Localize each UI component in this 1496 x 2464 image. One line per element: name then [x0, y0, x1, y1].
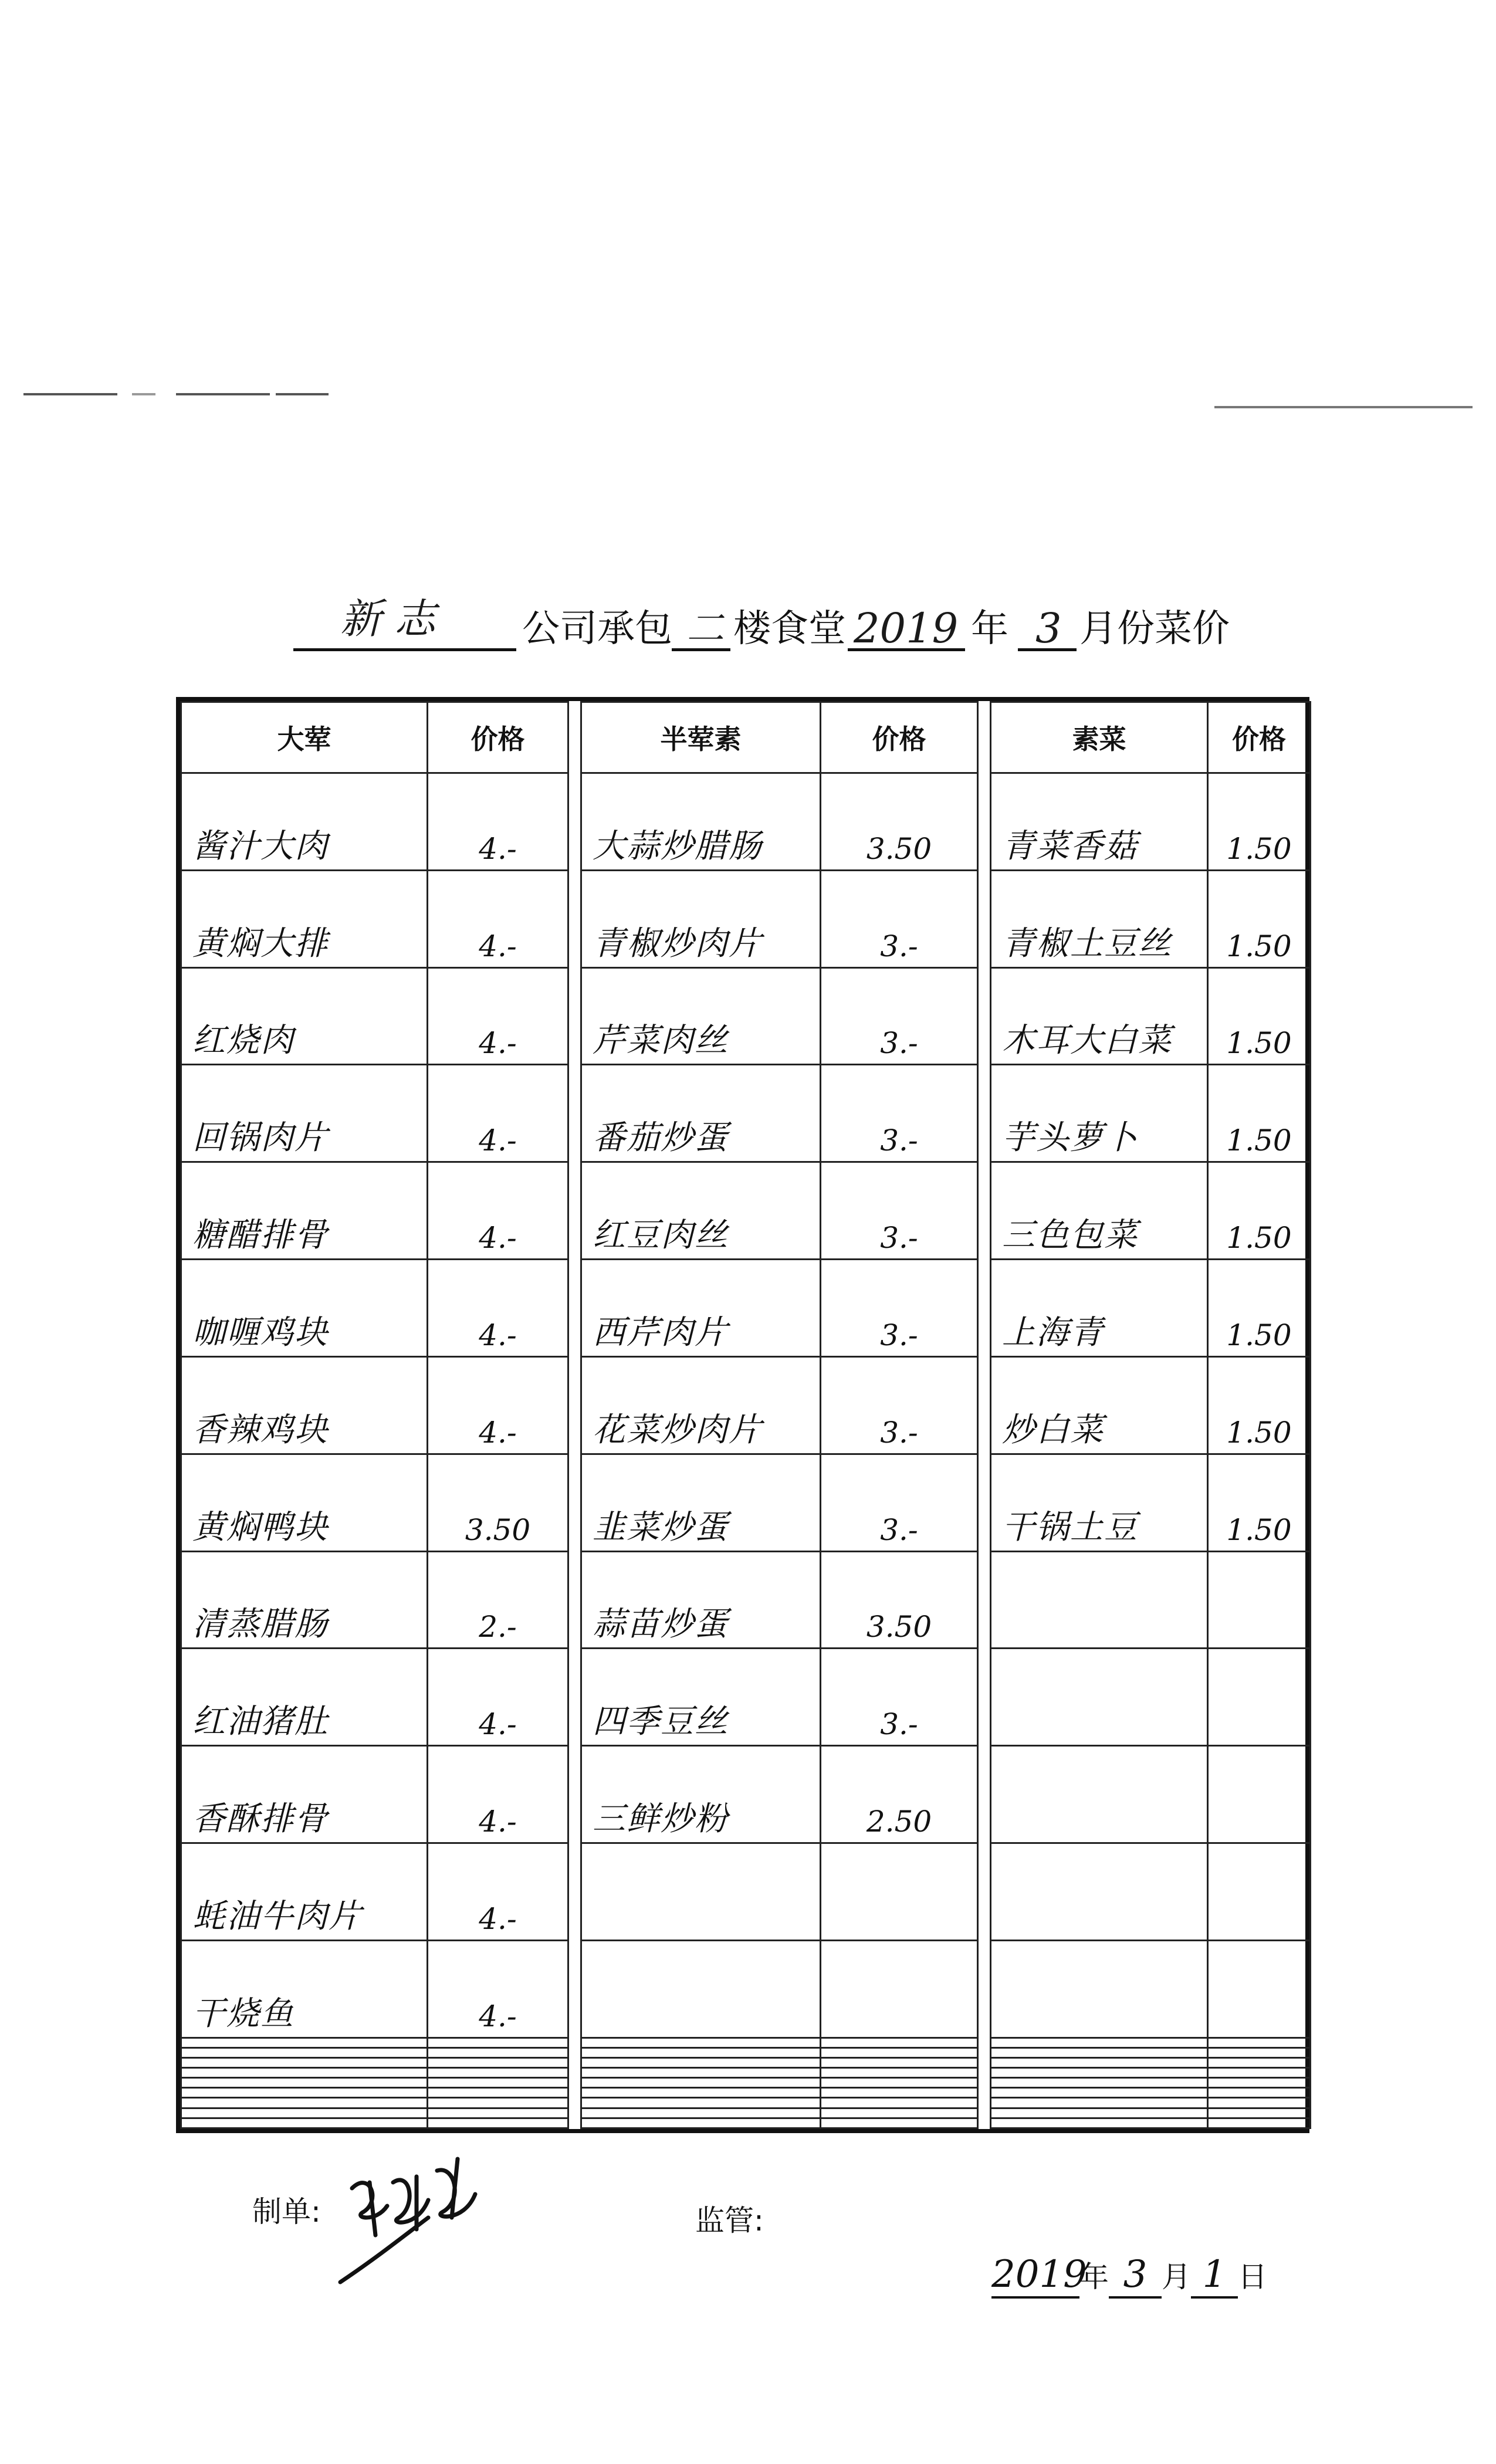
dish-name-cell: [581, 2047, 821, 2057]
dish-name-cell: [181, 2057, 428, 2067]
dish-price-cell: [821, 2118, 978, 2128]
dish-name-cell: 红油猪肚: [181, 1649, 428, 1746]
month-handwritten: 3: [1035, 604, 1062, 652]
dish-name-cell: 芹菜肉丝: [581, 967, 821, 1065]
column-divider: [978, 1162, 991, 1260]
dish-price-cell: 1.50: [1208, 773, 1311, 871]
dish-price-cell: [1208, 2078, 1311, 2088]
dish-name-cell: 糖醋排骨: [181, 1162, 428, 1260]
company-suffix: 公司承包: [522, 607, 672, 651]
dish-name-cell: 香酥排骨: [181, 1746, 428, 1843]
column-divider: [568, 1551, 581, 1649]
dish-price-cell: 4.-: [428, 967, 568, 1065]
dish-name-cell: [991, 2108, 1208, 2118]
dish-price-cell: 1.50: [1208, 967, 1311, 1065]
scan-artifact-line: [1214, 406, 1473, 408]
column-header: 价格: [1208, 702, 1311, 773]
dish-name-cell: [181, 2118, 428, 2128]
dish-price-cell: [821, 2047, 978, 2057]
dish-price-cell: [428, 2118, 568, 2128]
maker-signature: [329, 2147, 505, 2288]
dish-name-cell: [581, 2078, 821, 2088]
dish-name-cell: [991, 2047, 1208, 2057]
dish-price-cell: 4.-: [428, 1162, 568, 1260]
dish-name-cell: [181, 2088, 428, 2098]
dish-name-cell: [181, 2108, 428, 2118]
dish-name-cell: 黄焖鸭块: [181, 1454, 428, 1551]
dish-name-cell: 青椒炒肉片: [581, 870, 821, 967]
year-label: 年: [971, 607, 1008, 651]
table-row: [181, 870, 1311, 967]
dish-name-cell: [581, 2118, 821, 2128]
column-divider: [568, 1356, 581, 1454]
table-row: [181, 2088, 1311, 2098]
dish-name-cell: [991, 1551, 1208, 1649]
column-divider: [568, 1843, 581, 1940]
dish-price-cell: 3.-: [821, 1649, 978, 1746]
dish-name-cell: [181, 2098, 428, 2108]
table-row: [181, 773, 1311, 871]
dish-name-cell: [181, 2078, 428, 2088]
dish-name-cell: 清蒸腊肠: [181, 1551, 428, 1649]
dish-price-cell: 2.-: [428, 1551, 568, 1649]
floor-handwritten: 二: [686, 607, 724, 651]
dish-price-cell: [1208, 2037, 1311, 2047]
table-row: [181, 1065, 1311, 1162]
table-row: [181, 1260, 1311, 1357]
column-divider: [978, 2067, 991, 2077]
scan-artifact-line: [23, 393, 117, 395]
dish-name-cell: 上海青: [991, 1260, 1208, 1357]
company-name-handwritten: 新 志: [340, 595, 436, 643]
column-divider: [978, 1065, 991, 1162]
dish-price-cell: [821, 2067, 978, 2077]
column-divider: [978, 2088, 991, 2098]
column-header: 价格: [821, 702, 978, 773]
dish-price-cell: 3.-: [821, 1162, 978, 1260]
dish-price-cell: [821, 2088, 978, 2098]
dish-name-cell: [991, 2118, 1208, 2128]
table-row: [181, 2067, 1311, 2077]
supervisor-label: 监管:: [695, 2204, 764, 2238]
dish-name-cell: [991, 1746, 1208, 1843]
dish-price-cell: [1208, 1649, 1311, 1746]
column-divider: [978, 2098, 991, 2108]
month-suffix: 月份菜价: [1079, 607, 1230, 651]
dish-price-cell: 1.50: [1208, 1260, 1311, 1357]
dish-name-cell: 三鲜炒粉: [581, 1746, 821, 1843]
column-divider: [568, 967, 581, 1065]
year-handwritten: 2019: [854, 604, 959, 652]
dish-price-cell: 3.50: [428, 1454, 568, 1551]
dish-price-cell: [821, 1940, 978, 2037]
column-divider: [978, 702, 991, 773]
table-row: [181, 1746, 1311, 1843]
dish-price-cell: [1208, 1746, 1311, 1843]
dish-name-cell: [181, 2047, 428, 2057]
dish-name-cell: 蒜苗炒蛋: [581, 1551, 821, 1649]
date-month: 3: [1109, 2253, 1162, 2299]
dish-name-cell: 韭菜炒蛋: [581, 1454, 821, 1551]
column-divider: [978, 870, 991, 967]
dish-name-cell: 番茄炒蛋: [581, 1065, 821, 1162]
dish-price-cell: [1208, 1551, 1311, 1649]
dish-name-cell: 芋头萝卜: [991, 1065, 1208, 1162]
dish-price-cell: [1208, 2047, 1311, 2057]
dish-name-cell: 青椒土豆丝: [991, 870, 1208, 967]
column-divider: [568, 2088, 581, 2098]
dish-name-cell: 三色包菜: [991, 1162, 1208, 1260]
dish-name-cell: 黄焖大排: [181, 870, 428, 967]
date-day-label: 日: [1238, 2260, 1267, 2294]
dish-name-cell: 大蒜炒腊肠: [581, 773, 821, 871]
dish-name-cell: [991, 1843, 1208, 1940]
column-divider: [978, 1649, 991, 1746]
column-divider: [978, 1551, 991, 1649]
dish-price-cell: [428, 2057, 568, 2067]
column-header: 素菜: [991, 702, 1208, 773]
dish-price-cell: 3.-: [821, 1356, 978, 1454]
dish-name-cell: 花菜炒肉片: [581, 1356, 821, 1454]
dish-name-cell: 红烧肉: [181, 967, 428, 1065]
dish-name-cell: [991, 1649, 1208, 1746]
column-divider: [568, 2078, 581, 2088]
dish-price-cell: [1208, 2067, 1311, 2077]
dish-name-cell: [991, 1940, 1208, 2037]
column-divider: [568, 870, 581, 967]
dish-name-cell: [181, 2067, 428, 2077]
dish-price-cell: [1208, 2057, 1311, 2067]
column-divider: [978, 773, 991, 871]
column-divider: [978, 967, 991, 1065]
dish-price-cell: [1208, 2098, 1311, 2108]
table-row: [181, 2108, 1311, 2118]
table-header-row: [181, 702, 1311, 773]
column-divider: [568, 2098, 581, 2108]
dish-name-cell: [991, 2067, 1208, 2077]
table-row: [181, 1940, 1311, 2037]
dish-price-cell: 4.-: [428, 1746, 568, 1843]
dish-price-cell: [1208, 2108, 1311, 2118]
dish-price-cell: 3.-: [821, 1260, 978, 1357]
page-title: [287, 593, 1230, 663]
table-row: [181, 2057, 1311, 2067]
column-divider: [568, 1065, 581, 1162]
dish-name-cell: [991, 2088, 1208, 2098]
dish-price-cell: [428, 2067, 568, 2077]
dish-name-cell: 干烧鱼: [181, 1940, 428, 2037]
dish-name-cell: 西芹肉片: [581, 1260, 821, 1357]
column-divider: [978, 1940, 991, 2037]
column-divider: [568, 1162, 581, 1260]
dish-name-cell: 木耳大白菜: [991, 967, 1208, 1065]
table-row: [181, 1649, 1311, 1746]
dish-price-cell: [428, 2108, 568, 2118]
maker-label: 制单:: [252, 2195, 321, 2229]
dish-price-cell: 1.50: [1208, 1454, 1311, 1551]
dish-price-cell: 4.-: [428, 1843, 568, 1940]
column-divider: [568, 1746, 581, 1843]
date-month-label: 月: [1162, 2260, 1191, 2294]
dish-price-cell: [821, 1843, 978, 1940]
dish-price-cell: 4.-: [428, 1356, 568, 1454]
dish-name-cell: 青菜香菇: [991, 773, 1208, 871]
dish-price-cell: 1.50: [1208, 870, 1311, 967]
price-table: [180, 701, 1311, 2129]
column-divider: [568, 2067, 581, 2077]
dish-price-cell: 3.-: [821, 967, 978, 1065]
column-divider: [978, 1746, 991, 1843]
dish-name-cell: [991, 2057, 1208, 2067]
dish-price-cell: 4.-: [428, 870, 568, 967]
dish-name-cell: 回锅肉片: [181, 1065, 428, 1162]
column-divider: [978, 1260, 991, 1357]
column-divider: [568, 1454, 581, 1551]
dish-name-cell: 酱汁大肉: [181, 773, 428, 871]
dish-price-cell: [1208, 2088, 1311, 2098]
column-header: 价格: [428, 702, 568, 773]
table-row: [181, 2037, 1311, 2047]
dish-price-cell: [428, 2098, 568, 2108]
table-row: [181, 1454, 1311, 1551]
column-divider: [568, 2118, 581, 2128]
dish-name-cell: 四季豆丝: [581, 1649, 821, 1746]
dish-name-cell: [581, 2108, 821, 2118]
dish-price-cell: 3.-: [821, 1454, 978, 1551]
dish-price-cell: [821, 2057, 978, 2067]
dish-price-cell: 1.50: [1208, 1065, 1311, 1162]
table-row: [181, 2118, 1311, 2128]
column-divider: [978, 2118, 991, 2128]
dish-price-cell: 1.50: [1208, 1356, 1311, 1454]
dish-price-cell: 3.-: [821, 1065, 978, 1162]
dish-name-cell: [581, 1843, 821, 1940]
column-divider: [568, 1940, 581, 2037]
dish-price-cell: 4.-: [428, 1260, 568, 1357]
scan-artifact-line: [176, 393, 270, 395]
column-divider: [568, 2057, 581, 2067]
dish-price-cell: 4.-: [428, 1065, 568, 1162]
column-divider: [568, 2047, 581, 2057]
dish-name-cell: 干锅土豆: [991, 1454, 1208, 1551]
dish-name-cell: [581, 2057, 821, 2067]
price-table-frame: [176, 697, 1309, 2133]
scan-artifact-line: [276, 393, 329, 395]
table-row: [181, 967, 1311, 1065]
dish-price-cell: [821, 2108, 978, 2118]
dish-name-cell: [991, 2078, 1208, 2088]
dish-name-cell: [181, 2037, 428, 2047]
dish-price-cell: [428, 2047, 568, 2057]
date-day: 1: [1191, 2253, 1238, 2299]
dish-price-cell: [428, 2037, 568, 2047]
table-row: [181, 1356, 1311, 1454]
dish-name-cell: [581, 2088, 821, 2098]
dish-price-cell: 3.50: [821, 1551, 978, 1649]
table-row: [181, 2098, 1311, 2108]
dish-price-cell: 4.-: [428, 773, 568, 871]
column-divider: [568, 2108, 581, 2118]
dish-price-cell: [821, 2037, 978, 2047]
column-header: 大荤: [181, 702, 428, 773]
dish-name-cell: [581, 1940, 821, 2037]
column-divider: [978, 1454, 991, 1551]
table-row: [181, 1843, 1311, 1940]
column-divider: [978, 1356, 991, 1454]
dish-name-cell: 红豆肉丝: [581, 1162, 821, 1260]
dish-price-cell: [821, 2098, 978, 2108]
dish-price-cell: [1208, 1843, 1311, 1940]
date-year: 2019: [991, 2253, 1079, 2299]
dish-name-cell: 香辣鸡块: [181, 1356, 428, 1454]
column-divider: [978, 2078, 991, 2088]
scan-artifact-line: [132, 393, 155, 395]
column-divider: [568, 1649, 581, 1746]
column-divider: [978, 2057, 991, 2067]
table-row: [181, 1551, 1311, 1649]
dish-price-cell: [1208, 2118, 1311, 2128]
date-year-label: 年: [1079, 2260, 1109, 2294]
dish-name-cell: 蚝油牛肉片: [181, 1843, 428, 1940]
column-divider: [978, 1843, 991, 1940]
dish-name-cell: [581, 2037, 821, 2047]
dish-name-cell: [991, 2037, 1208, 2047]
column-divider: [568, 702, 581, 773]
date-line: [991, 2253, 1267, 2299]
dish-name-cell: 咖喱鸡块: [181, 1260, 428, 1357]
table-row: [181, 2078, 1311, 2088]
dish-price-cell: [428, 2088, 568, 2098]
floor-suffix: 楼食堂: [733, 607, 846, 651]
table-row: [181, 2047, 1311, 2057]
dish-price-cell: 4.-: [428, 1940, 568, 2037]
dish-price-cell: 2.50: [821, 1746, 978, 1843]
table-row: [181, 1162, 1311, 1260]
dish-price-cell: 4.-: [428, 1649, 568, 1746]
dish-name-cell: 炒白菜: [991, 1356, 1208, 1454]
dish-price-cell: [428, 2078, 568, 2088]
dish-name-cell: [581, 2067, 821, 2077]
column-divider: [978, 2047, 991, 2057]
dish-name-cell: [581, 2098, 821, 2108]
dish-price-cell: 3.50: [821, 773, 978, 871]
column-divider: [568, 773, 581, 871]
column-header: 半荤素: [581, 702, 821, 773]
dish-price-cell: [1208, 1940, 1311, 2037]
dish-price-cell: [821, 2078, 978, 2088]
column-divider: [568, 2037, 581, 2047]
column-divider: [568, 1260, 581, 1357]
dish-price-cell: 3.-: [821, 870, 978, 967]
dish-name-cell: [991, 2098, 1208, 2108]
dish-price-cell: 1.50: [1208, 1162, 1311, 1260]
column-divider: [978, 2037, 991, 2047]
column-divider: [978, 2108, 991, 2118]
